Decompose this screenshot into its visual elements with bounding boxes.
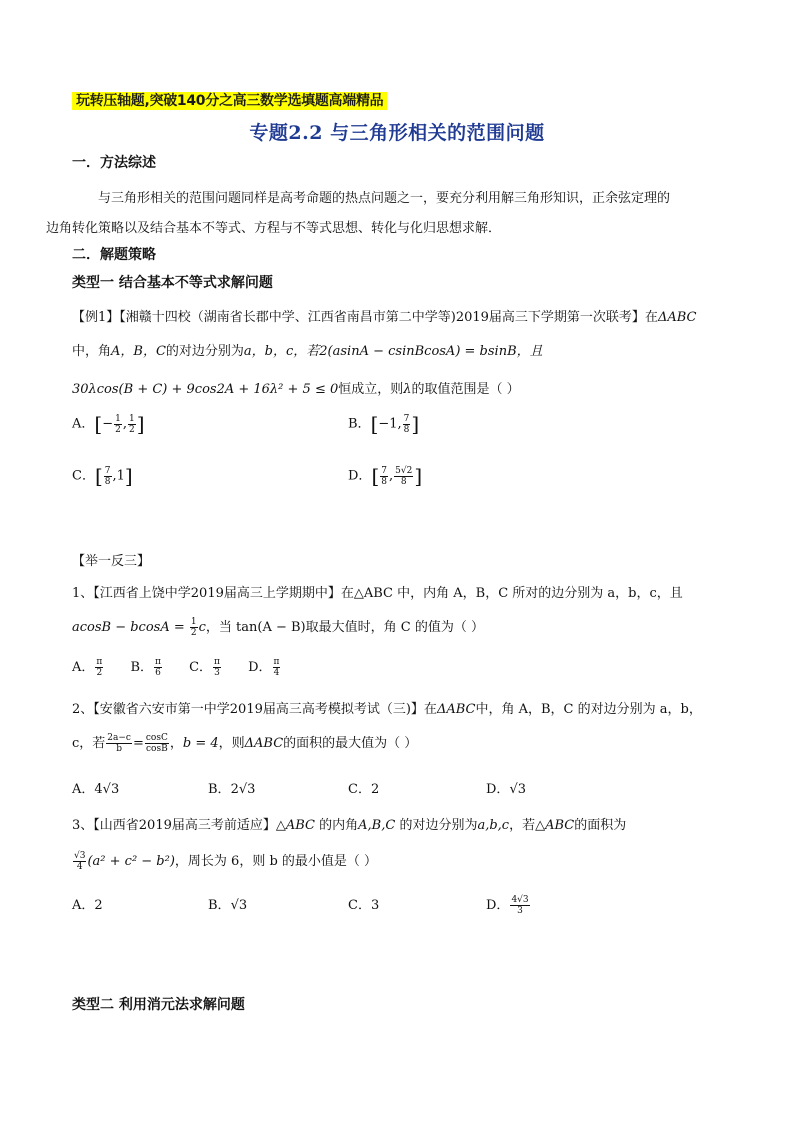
example1-source: 【例1】【湘赣十四校（湖南省长郡中学、江西省南昌市第二中学等)2019届高三下学期第一次联考】在 [72,310,658,325]
q2-then: ，则 [218,736,245,751]
option-label: D． [348,468,372,484]
example1-inequality: 30λcos(B + C) + 9cos2A + 16λ² + 5 ≤ 0 [72,382,339,397]
option-label: B． [208,782,231,797]
section-heading-strategy: 二．解题策略 [72,247,156,263]
var-lambda: λ [403,382,412,397]
q2-option-c[interactable]: C．2 [348,782,380,797]
q3-option-b[interactable]: B．√3 [208,898,248,913]
option-label: A． [72,416,95,432]
q2-option-b[interactable]: B．2√3 [208,782,256,797]
option-label: A． [72,782,95,797]
triangle-abc: ΔABC [657,310,697,325]
example1-line-3 [72,378,520,397]
q1-line-1: 1、【江西省上饶中学2019届高三上学期期中】在△ABC 中，内角 A，B，C 所对的边分别为 a，b，c，且 [72,586,683,601]
q2-option-d[interactable]: D．√3 [486,782,526,797]
vars-abc: A，B，C [111,344,166,359]
header-banner: 玩转压轴题,突破140分之高三数学选填题高端精品 [72,92,387,110]
option-label: D． [486,782,510,797]
q1-condition: acosB − bcosA = [72,620,189,635]
example1-line-2 [72,340,543,359]
q1-line-2: acosB − bcosA = $\frac{1}{2}$ c，当 tan(A − B)取最大值时，角 C 的值为（ ） [72,617,484,638]
method-line-1: 与三角形相关的范围问题同样是高考命题的热点问题之一，要充分利用解三角形知识，正余弦定理的 [98,191,671,206]
example1-option-c[interactable]: C．[ $\frac{7}{8}$ ,1] [72,464,133,488]
q2-question: 的面积的最大值为（ ） [283,736,418,751]
example1-option-a[interactable]: A．[− $\frac{1}{2}$ , $\frac{1}{2}$ ] [72,412,145,436]
q2-triangle-2: ΔABC [244,736,284,751]
q3-line-2: $\frac{√3}{4}$ (a² + c² − b²)，周长为 6，则 b 的最小值是（ ） [74,851,378,872]
type2-heading: 类型二 利用消元法求解问题 [72,997,245,1013]
q2-b-value: b = 4 [182,736,219,751]
q2-line-1 [72,698,702,717]
section-heading-method: 一．方法综述 [72,155,156,171]
q3-text-b: 的对边分别为 [399,818,478,833]
text-holds: 恒成立，则 [338,382,404,397]
method-paragraph [46,184,722,244]
example1-condition: ，若2(asinA − csinBcosA) = bsinB，且 [293,344,543,359]
option-label: B． [208,898,231,913]
q2-option-a[interactable]: A．4√3 [72,782,120,797]
q3-option-c[interactable]: C．3 [348,898,380,913]
option-label: D． [486,898,510,913]
type1-heading: 类型一 结合基本不等式求解问题 [72,275,273,291]
example1-line-1 [72,306,696,325]
q2-line-2: c，若 $\frac{2a-c}{b}$ = $\frac{\cos C}{\cos B}$ ，b = 4，则ΔABC的面积的最大值为（ ） [72,733,418,754]
text-opposite: 的对边分别为 [165,344,244,359]
q3-question: ，周长为 6，则 b 的最小值是（ ） [174,854,378,869]
option-label: B． [348,416,371,432]
q2-text: 中，角 A，B，C 的对边分别为 a，b， [475,702,702,717]
q2-triangle: ΔABC [436,702,476,717]
q3-text-d: 的面积为 [574,818,627,833]
q1-question: ，当 tan(A − B)取最大值时，角 C 的值为（ ） [205,620,484,635]
q3-line-1: 3、【山西省2019届高三考前适应】△ABC 的内角A,B,C 的对边分别为a,b,c，若△ABC的面积为 [72,818,627,833]
method-line-2: 边角转化策略以及结合基本不等式、方程与不等式思想、转化与化归思想求解． [46,221,502,236]
q3-text-c: ，若 [509,818,536,833]
q3-option-a[interactable]: A．2 [72,898,103,913]
q3-source: 3、【山西省2019届高三考前适应】 [72,818,276,833]
q2-source: 2、【安徽省六安市第一中学2019届高三高考模拟考试（三)】在 [72,702,437,717]
q1-option-c[interactable]: C． $\frac{\pi}{3}$ [189,657,220,678]
page-title: 专题2.2 与三角形相关的范围问题 [249,122,545,144]
option-label: C． [72,468,95,484]
practice-heading: 【举一反三】 [72,554,151,569]
vars-sides: a，b，c [243,344,294,359]
q1-option-d[interactable]: D． $\frac{\pi}{4}$ [248,657,280,678]
q1-option-b[interactable]: B． $\frac{\pi}{6}$ [130,657,161,678]
q2-if: c，若 [72,736,106,751]
q3-text-a: 的内角 [319,818,359,833]
q1-options [72,656,281,678]
example1-option-d[interactable]: D．[ $\frac{7}{8}$ , $\frac{5√2}{8}$ ] [348,464,423,488]
example1-option-b[interactable]: B．[−1, $\frac{7}{8}$ ] [348,412,420,436]
text-range: 的取值范围是（ ） [411,382,520,397]
q3-option-d[interactable]: D． $\frac{4√3}{3}$ [486,895,529,916]
text-angle: 中，角 [72,344,112,359]
q1-option-a[interactable]: A． $\frac{\pi}{2}$ [72,657,103,678]
